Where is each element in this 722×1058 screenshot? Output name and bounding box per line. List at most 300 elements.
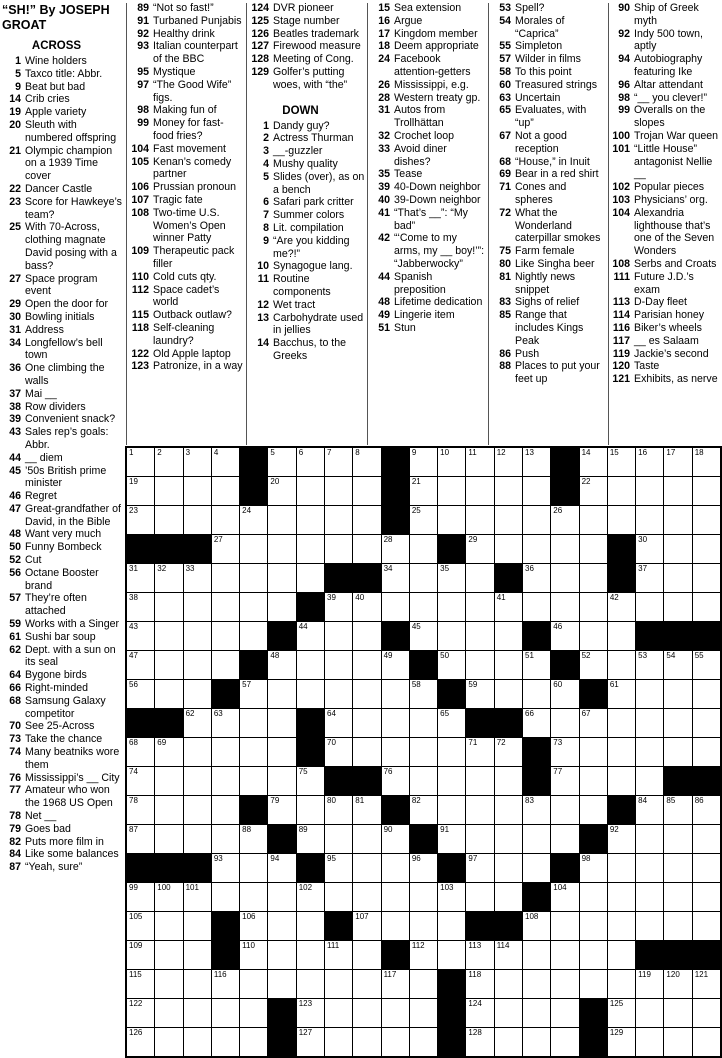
grid-cell-r16c17[interactable] bbox=[580, 883, 607, 911]
grid-cell-r3c2[interactable] bbox=[155, 506, 182, 534]
grid-cell-r3c9[interactable] bbox=[353, 506, 380, 534]
grid-cell-r3c11[interactable] bbox=[410, 506, 437, 534]
grid-cell-r4c4[interactable] bbox=[212, 535, 239, 563]
grid-cell-r6c8[interactable] bbox=[325, 593, 352, 621]
grid-cell-r17c6[interactable] bbox=[268, 912, 295, 940]
grid-cell-r8c10[interactable] bbox=[382, 651, 409, 679]
grid-cell-r20c4[interactable] bbox=[212, 999, 239, 1027]
grid-cell-r11c10[interactable] bbox=[382, 738, 409, 766]
grid-cell-r18c12[interactable] bbox=[438, 941, 465, 969]
grid-cell-r13c3[interactable] bbox=[184, 796, 211, 824]
grid-cell-r19c3[interactable] bbox=[184, 970, 211, 998]
grid-cell-r6c3[interactable] bbox=[184, 593, 211, 621]
grid-cell-r11c2[interactable] bbox=[155, 738, 182, 766]
grid-cell-r14c4[interactable] bbox=[212, 825, 239, 853]
grid-cell-r8c19[interactable] bbox=[636, 651, 663, 679]
grid-cell-r19c4[interactable] bbox=[212, 970, 239, 998]
grid-cell-r12c7[interactable] bbox=[297, 767, 324, 795]
grid-cell-r4c15[interactable] bbox=[523, 535, 550, 563]
grid-cell-r9c5[interactable] bbox=[240, 680, 267, 708]
grid-cell-r13c16[interactable] bbox=[551, 796, 578, 824]
grid-cell-r2c13[interactable] bbox=[466, 477, 493, 505]
grid-cell-r14c7[interactable] bbox=[297, 825, 324, 853]
grid-cell-r4c21[interactable] bbox=[693, 535, 720, 563]
grid-cell-r12c14[interactable] bbox=[495, 767, 522, 795]
grid-cell-r5c21[interactable] bbox=[693, 564, 720, 592]
grid-cell-r11c11[interactable] bbox=[410, 738, 437, 766]
grid-cell-r1c13[interactable] bbox=[466, 448, 493, 476]
grid-cell-r18c17[interactable] bbox=[580, 941, 607, 969]
grid-cell-r20c8[interactable] bbox=[325, 999, 352, 1027]
grid-cell-r16c5[interactable] bbox=[240, 883, 267, 911]
grid-cell-r1c14[interactable] bbox=[495, 448, 522, 476]
grid-cell-r6c14[interactable] bbox=[495, 593, 522, 621]
grid-cell-r17c5[interactable] bbox=[240, 912, 267, 940]
grid-cell-r17c17[interactable] bbox=[580, 912, 607, 940]
grid-cell-r1c17[interactable] bbox=[580, 448, 607, 476]
grid-cell-r9c3[interactable] bbox=[184, 680, 211, 708]
grid-cell-r19c1[interactable] bbox=[127, 970, 154, 998]
grid-cell-r13c14[interactable] bbox=[495, 796, 522, 824]
grid-cell-r10c3[interactable] bbox=[184, 709, 211, 737]
grid-cell-r18c1[interactable] bbox=[127, 941, 154, 969]
grid-cell-r3c4[interactable] bbox=[212, 506, 239, 534]
grid-cell-r15c20[interactable] bbox=[664, 854, 691, 882]
grid-cell-r16c9[interactable] bbox=[353, 883, 380, 911]
grid-cell-r13c19[interactable] bbox=[636, 796, 663, 824]
grid-cell-r19c21[interactable] bbox=[693, 970, 720, 998]
grid-cell-r4c17[interactable] bbox=[580, 535, 607, 563]
grid-cell-r4c20[interactable] bbox=[664, 535, 691, 563]
grid-cell-r7c12[interactable] bbox=[438, 622, 465, 650]
grid-cell-r20c7[interactable] bbox=[297, 999, 324, 1027]
grid-cell-r19c7[interactable] bbox=[297, 970, 324, 998]
grid-cell-r14c10[interactable] bbox=[382, 825, 409, 853]
grid-cell-r9c11[interactable] bbox=[410, 680, 437, 708]
grid-cell-r2c18[interactable] bbox=[608, 477, 635, 505]
grid-cell-r11c8[interactable] bbox=[325, 738, 352, 766]
grid-cell-r11c12[interactable] bbox=[438, 738, 465, 766]
grid-cell-r14c21[interactable] bbox=[693, 825, 720, 853]
grid-cell-r17c20[interactable] bbox=[664, 912, 691, 940]
grid-cell-r16c16[interactable] bbox=[551, 883, 578, 911]
grid-cell-r4c19[interactable] bbox=[636, 535, 663, 563]
grid-cell-r12c11[interactable] bbox=[410, 767, 437, 795]
grid-cell-r2c7[interactable] bbox=[297, 477, 324, 505]
grid-cell-r20c14[interactable] bbox=[495, 999, 522, 1027]
grid-cell-r19c5[interactable] bbox=[240, 970, 267, 998]
grid-cell-r6c19[interactable] bbox=[636, 593, 663, 621]
grid-cell-r13c11[interactable] bbox=[410, 796, 437, 824]
grid-cell-r11c19[interactable] bbox=[636, 738, 663, 766]
grid-cell-r15c4[interactable] bbox=[212, 854, 239, 882]
grid-cell-r10c17[interactable] bbox=[580, 709, 607, 737]
grid-cell-r3c7[interactable] bbox=[297, 506, 324, 534]
grid-cell-r12c6[interactable] bbox=[268, 767, 295, 795]
grid-cell-r17c3[interactable] bbox=[184, 912, 211, 940]
grid-cell-r13c1[interactable] bbox=[127, 796, 154, 824]
grid-cell-r4c5[interactable] bbox=[240, 535, 267, 563]
grid-cell-r20c16[interactable] bbox=[551, 999, 578, 1027]
grid-cell-r14c8[interactable] bbox=[325, 825, 352, 853]
grid-cell-r16c21[interactable] bbox=[693, 883, 720, 911]
grid-cell-r10c16[interactable] bbox=[551, 709, 578, 737]
grid-cell-r2c14[interactable] bbox=[495, 477, 522, 505]
grid-cell-r5c13[interactable] bbox=[466, 564, 493, 592]
grid-cell-r8c18[interactable] bbox=[608, 651, 635, 679]
grid-cell-r21c3[interactable] bbox=[184, 1028, 211, 1056]
grid-cell-r7c18[interactable] bbox=[608, 622, 635, 650]
grid-cell-r6c5[interactable] bbox=[240, 593, 267, 621]
grid-cell-r3c15[interactable] bbox=[523, 506, 550, 534]
grid-cell-r11c17[interactable] bbox=[580, 738, 607, 766]
grid-cell-r5c17[interactable] bbox=[580, 564, 607, 592]
grid-cell-r14c13[interactable] bbox=[466, 825, 493, 853]
grid-cell-r7c11[interactable] bbox=[410, 622, 437, 650]
grid-cell-r10c4[interactable] bbox=[212, 709, 239, 737]
grid-cell-r17c16[interactable] bbox=[551, 912, 578, 940]
grid-cell-r17c21[interactable] bbox=[693, 912, 720, 940]
grid-cell-r14c12[interactable] bbox=[438, 825, 465, 853]
grid-cell-r18c8[interactable] bbox=[325, 941, 352, 969]
grid-cell-r12c3[interactable] bbox=[184, 767, 211, 795]
grid-cell-r18c13[interactable] bbox=[466, 941, 493, 969]
grid-cell-r5c12[interactable] bbox=[438, 564, 465, 592]
grid-cell-r16c1[interactable] bbox=[127, 883, 154, 911]
grid-cell-r3c13[interactable] bbox=[466, 506, 493, 534]
grid-cell-r21c15[interactable] bbox=[523, 1028, 550, 1056]
grid-cell-r2c2[interactable] bbox=[155, 477, 182, 505]
grid-cell-r19c2[interactable] bbox=[155, 970, 182, 998]
grid-cell-r10c8[interactable] bbox=[325, 709, 352, 737]
grid-cell-r12c19[interactable] bbox=[636, 767, 663, 795]
grid-cell-r20c9[interactable] bbox=[353, 999, 380, 1027]
grid-cell-r6c21[interactable] bbox=[693, 593, 720, 621]
grid-cell-r12c10[interactable] bbox=[382, 767, 409, 795]
grid-cell-r20c15[interactable] bbox=[523, 999, 550, 1027]
grid-cell-r9c19[interactable] bbox=[636, 680, 663, 708]
grid-cell-r8c2[interactable] bbox=[155, 651, 182, 679]
grid-cell-r8c21[interactable] bbox=[693, 651, 720, 679]
grid-cell-r9c6[interactable] bbox=[268, 680, 295, 708]
grid-cell-r3c3[interactable] bbox=[184, 506, 211, 534]
grid-cell-r9c8[interactable] bbox=[325, 680, 352, 708]
grid-cell-r2c20[interactable] bbox=[664, 477, 691, 505]
grid-cell-r5c4[interactable] bbox=[212, 564, 239, 592]
grid-cell-r21c5[interactable] bbox=[240, 1028, 267, 1056]
grid-cell-r18c14[interactable] bbox=[495, 941, 522, 969]
grid-cell-r19c14[interactable] bbox=[495, 970, 522, 998]
grid-cell-r20c3[interactable] bbox=[184, 999, 211, 1027]
grid-cell-r21c13[interactable] bbox=[466, 1028, 493, 1056]
grid-cell-r11c16[interactable] bbox=[551, 738, 578, 766]
grid-cell-r11c18[interactable] bbox=[608, 738, 635, 766]
grid-cell-r19c9[interactable] bbox=[353, 970, 380, 998]
grid-cell-r8c3[interactable] bbox=[184, 651, 211, 679]
grid-cell-r21c18[interactable] bbox=[608, 1028, 635, 1056]
grid-cell-r2c6[interactable] bbox=[268, 477, 295, 505]
grid-cell-r9c21[interactable] bbox=[693, 680, 720, 708]
grid-cell-r11c4[interactable] bbox=[212, 738, 239, 766]
grid-cell-r12c13[interactable] bbox=[466, 767, 493, 795]
grid-cell-r16c6[interactable] bbox=[268, 883, 295, 911]
grid-cell-r1c19[interactable] bbox=[636, 448, 663, 476]
grid-cell-r17c10[interactable] bbox=[382, 912, 409, 940]
grid-cell-r21c4[interactable] bbox=[212, 1028, 239, 1056]
grid-cell-r1c7[interactable] bbox=[297, 448, 324, 476]
grid-cell-r18c7[interactable] bbox=[297, 941, 324, 969]
grid-cell-r14c15[interactable] bbox=[523, 825, 550, 853]
grid-cell-r2c8[interactable] bbox=[325, 477, 352, 505]
grid-cell-r15c13[interactable] bbox=[466, 854, 493, 882]
grid-cell-r8c6[interactable] bbox=[268, 651, 295, 679]
grid-cell-r5c15[interactable] bbox=[523, 564, 550, 592]
grid-cell-r16c4[interactable] bbox=[212, 883, 239, 911]
grid-cell-r14c16[interactable] bbox=[551, 825, 578, 853]
grid-cell-r17c12[interactable] bbox=[438, 912, 465, 940]
grid-cell-r7c3[interactable] bbox=[184, 622, 211, 650]
grid-cell-r9c9[interactable] bbox=[353, 680, 380, 708]
grid-cell-r19c11[interactable] bbox=[410, 970, 437, 998]
grid-cell-r12c4[interactable] bbox=[212, 767, 239, 795]
grid-cell-r14c5[interactable] bbox=[240, 825, 267, 853]
grid-cell-r14c18[interactable] bbox=[608, 825, 635, 853]
grid-cell-r2c19[interactable] bbox=[636, 477, 663, 505]
grid-cell-r8c9[interactable] bbox=[353, 651, 380, 679]
grid-cell-r4c9[interactable] bbox=[353, 535, 380, 563]
grid-cell-r1c8[interactable] bbox=[325, 448, 352, 476]
grid-cell-r13c4[interactable] bbox=[212, 796, 239, 824]
grid-cell-r8c7[interactable] bbox=[297, 651, 324, 679]
grid-cell-r7c2[interactable] bbox=[155, 622, 182, 650]
grid-cell-r1c18[interactable] bbox=[608, 448, 635, 476]
grid-cell-r7c14[interactable] bbox=[495, 622, 522, 650]
grid-cell-r6c17[interactable] bbox=[580, 593, 607, 621]
grid-cell-r14c20[interactable] bbox=[664, 825, 691, 853]
grid-cell-r10c6[interactable] bbox=[268, 709, 295, 737]
grid-cell-r6c13[interactable] bbox=[466, 593, 493, 621]
grid-cell-r20c5[interactable] bbox=[240, 999, 267, 1027]
grid-cell-r7c4[interactable] bbox=[212, 622, 239, 650]
grid-cell-r14c19[interactable] bbox=[636, 825, 663, 853]
grid-cell-r21c10[interactable] bbox=[382, 1028, 409, 1056]
grid-cell-r17c1[interactable] bbox=[127, 912, 154, 940]
grid-cell-r20c13[interactable] bbox=[466, 999, 493, 1027]
grid-cell-r16c10[interactable] bbox=[382, 883, 409, 911]
grid-cell-r5c3[interactable] bbox=[184, 564, 211, 592]
grid-cell-r5c5[interactable] bbox=[240, 564, 267, 592]
grid-cell-r7c5[interactable] bbox=[240, 622, 267, 650]
grid-cell-r14c14[interactable] bbox=[495, 825, 522, 853]
grid-cell-r5c20[interactable] bbox=[664, 564, 691, 592]
grid-cell-r20c1[interactable] bbox=[127, 999, 154, 1027]
grid-cell-r10c20[interactable] bbox=[664, 709, 691, 737]
grid-cell-r2c11[interactable] bbox=[410, 477, 437, 505]
grid-cell-r15c15[interactable] bbox=[523, 854, 550, 882]
grid-cell-r10c21[interactable] bbox=[693, 709, 720, 737]
grid-cell-r10c12[interactable] bbox=[438, 709, 465, 737]
grid-cell-r9c16[interactable] bbox=[551, 680, 578, 708]
grid-cell-r19c17[interactable] bbox=[580, 970, 607, 998]
grid-cell-r12c17[interactable] bbox=[580, 767, 607, 795]
grid-cell-r2c12[interactable] bbox=[438, 477, 465, 505]
grid-cell-r2c9[interactable] bbox=[353, 477, 380, 505]
grid-cell-r6c1[interactable] bbox=[127, 593, 154, 621]
grid-cell-r1c1[interactable] bbox=[127, 448, 154, 476]
grid-cell-r3c21[interactable] bbox=[693, 506, 720, 534]
grid-cell-r20c11[interactable] bbox=[410, 999, 437, 1027]
grid-cell-r21c9[interactable] bbox=[353, 1028, 380, 1056]
grid-cell-r6c16[interactable] bbox=[551, 593, 578, 621]
grid-cell-r9c2[interactable] bbox=[155, 680, 182, 708]
grid-cell-r7c8[interactable] bbox=[325, 622, 352, 650]
grid-cell-r3c20[interactable] bbox=[664, 506, 691, 534]
grid-cell-r18c15[interactable] bbox=[523, 941, 550, 969]
grid-cell-r5c10[interactable] bbox=[382, 564, 409, 592]
grid-cell-r20c20[interactable] bbox=[664, 999, 691, 1027]
grid-cell-r16c14[interactable] bbox=[495, 883, 522, 911]
grid-cell-r17c15[interactable] bbox=[523, 912, 550, 940]
grid-cell-r4c7[interactable] bbox=[297, 535, 324, 563]
grid-cell-r20c2[interactable] bbox=[155, 999, 182, 1027]
grid-cell-r6c15[interactable] bbox=[523, 593, 550, 621]
grid-cell-r13c9[interactable] bbox=[353, 796, 380, 824]
grid-cell-r11c20[interactable] bbox=[664, 738, 691, 766]
grid-cell-r8c4[interactable] bbox=[212, 651, 239, 679]
grid-cell-r21c21[interactable] bbox=[693, 1028, 720, 1056]
grid-cell-r3c16[interactable] bbox=[551, 506, 578, 534]
grid-cell-r19c15[interactable] bbox=[523, 970, 550, 998]
grid-cell-r16c7[interactable] bbox=[297, 883, 324, 911]
grid-cell-r6c20[interactable] bbox=[664, 593, 691, 621]
grid-cell-r19c20[interactable] bbox=[664, 970, 691, 998]
grid-cell-r15c21[interactable] bbox=[693, 854, 720, 882]
grid-cell-r18c2[interactable] bbox=[155, 941, 182, 969]
grid-cell-r3c17[interactable] bbox=[580, 506, 607, 534]
grid-cell-r8c14[interactable] bbox=[495, 651, 522, 679]
grid-cell-r18c16[interactable] bbox=[551, 941, 578, 969]
grid-cell-r4c8[interactable] bbox=[325, 535, 352, 563]
grid-cell-r16c12[interactable] bbox=[438, 883, 465, 911]
grid-cell-r3c1[interactable] bbox=[127, 506, 154, 534]
grid-cell-r12c1[interactable] bbox=[127, 767, 154, 795]
grid-cell-r8c20[interactable] bbox=[664, 651, 691, 679]
grid-cell-r19c10[interactable] bbox=[382, 970, 409, 998]
grid-cell-r19c19[interactable] bbox=[636, 970, 663, 998]
grid-cell-r3c18[interactable] bbox=[608, 506, 635, 534]
grid-cell-r15c19[interactable] bbox=[636, 854, 663, 882]
grid-cell-r10c11[interactable] bbox=[410, 709, 437, 737]
grid-cell-r13c17[interactable] bbox=[580, 796, 607, 824]
grid-cell-r15c5[interactable] bbox=[240, 854, 267, 882]
grid-cell-r5c11[interactable] bbox=[410, 564, 437, 592]
grid-cell-r2c3[interactable] bbox=[184, 477, 211, 505]
grid-cell-r15c10[interactable] bbox=[382, 854, 409, 882]
grid-cell-r2c21[interactable] bbox=[693, 477, 720, 505]
grid-cell-r14c9[interactable] bbox=[353, 825, 380, 853]
grid-cell-r14c1[interactable] bbox=[127, 825, 154, 853]
grid-cell-r6c9[interactable] bbox=[353, 593, 380, 621]
grid-cell-r17c11[interactable] bbox=[410, 912, 437, 940]
grid-cell-r21c11[interactable] bbox=[410, 1028, 437, 1056]
grid-cell-r1c20[interactable] bbox=[664, 448, 691, 476]
grid-cell-r4c14[interactable] bbox=[495, 535, 522, 563]
grid-cell-r17c9[interactable] bbox=[353, 912, 380, 940]
grid-cell-r13c8[interactable] bbox=[325, 796, 352, 824]
grid-cell-r8c8[interactable] bbox=[325, 651, 352, 679]
grid-cell-r16c2[interactable] bbox=[155, 883, 182, 911]
grid-cell-r11c9[interactable] bbox=[353, 738, 380, 766]
grid-cell-r16c13[interactable] bbox=[466, 883, 493, 911]
grid-cell-r16c3[interactable] bbox=[184, 883, 211, 911]
grid-cell-r21c1[interactable] bbox=[127, 1028, 154, 1056]
grid-cell-r8c12[interactable] bbox=[438, 651, 465, 679]
grid-cell-r3c5[interactable] bbox=[240, 506, 267, 534]
grid-cell-r13c13[interactable] bbox=[466, 796, 493, 824]
grid-cell-r16c8[interactable] bbox=[325, 883, 352, 911]
grid-cell-r1c15[interactable] bbox=[523, 448, 550, 476]
grid-cell-r5c2[interactable] bbox=[155, 564, 182, 592]
grid-cell-r20c10[interactable] bbox=[382, 999, 409, 1027]
grid-cell-r3c14[interactable] bbox=[495, 506, 522, 534]
grid-cell-r17c18[interactable] bbox=[608, 912, 635, 940]
grid-cell-r10c19[interactable] bbox=[636, 709, 663, 737]
grid-cell-r12c12[interactable] bbox=[438, 767, 465, 795]
grid-cell-r10c9[interactable] bbox=[353, 709, 380, 737]
grid-cell-r1c6[interactable] bbox=[268, 448, 295, 476]
grid-cell-r21c7[interactable] bbox=[297, 1028, 324, 1056]
grid-cell-r13c6[interactable] bbox=[268, 796, 295, 824]
grid-cell-r16c11[interactable] bbox=[410, 883, 437, 911]
grid-cell-r20c21[interactable] bbox=[693, 999, 720, 1027]
grid-cell-r6c2[interactable] bbox=[155, 593, 182, 621]
grid-cell-r12c2[interactable] bbox=[155, 767, 182, 795]
grid-cell-r20c19[interactable] bbox=[636, 999, 663, 1027]
grid-cell-r13c21[interactable] bbox=[693, 796, 720, 824]
grid-cell-r6c11[interactable] bbox=[410, 593, 437, 621]
grid-cell-r21c14[interactable] bbox=[495, 1028, 522, 1056]
grid-cell-r13c7[interactable] bbox=[297, 796, 324, 824]
grid-cell-r11c5[interactable] bbox=[240, 738, 267, 766]
grid-cell-r13c12[interactable] bbox=[438, 796, 465, 824]
grid-cell-r20c18[interactable] bbox=[608, 999, 635, 1027]
grid-cell-r6c10[interactable] bbox=[382, 593, 409, 621]
grid-cell-r1c4[interactable] bbox=[212, 448, 239, 476]
grid-cell-r9c10[interactable] bbox=[382, 680, 409, 708]
grid-cell-r9c13[interactable] bbox=[466, 680, 493, 708]
grid-cell-r9c18[interactable] bbox=[608, 680, 635, 708]
grid-cell-r7c13[interactable] bbox=[466, 622, 493, 650]
grid-cell-r2c15[interactable] bbox=[523, 477, 550, 505]
grid-cell-r7c7[interactable] bbox=[297, 622, 324, 650]
grid-cell-r12c5[interactable] bbox=[240, 767, 267, 795]
grid-cell-r2c4[interactable] bbox=[212, 477, 239, 505]
grid-cell-r11c3[interactable] bbox=[184, 738, 211, 766]
grid-cell-r9c14[interactable] bbox=[495, 680, 522, 708]
grid-cell-r11c13[interactable] bbox=[466, 738, 493, 766]
grid-cell-r10c10[interactable] bbox=[382, 709, 409, 737]
grid-cell-r4c16[interactable] bbox=[551, 535, 578, 563]
grid-cell-r9c20[interactable] bbox=[664, 680, 691, 708]
grid-cell-r14c2[interactable] bbox=[155, 825, 182, 853]
grid-cell-r9c7[interactable] bbox=[297, 680, 324, 708]
grid-cell-r21c2[interactable] bbox=[155, 1028, 182, 1056]
grid-cell-r17c19[interactable] bbox=[636, 912, 663, 940]
grid-cell-r15c6[interactable] bbox=[268, 854, 295, 882]
grid-cell-r4c13[interactable] bbox=[466, 535, 493, 563]
grid-cell-r11c1[interactable] bbox=[127, 738, 154, 766]
grid-cell-r17c7[interactable] bbox=[297, 912, 324, 940]
